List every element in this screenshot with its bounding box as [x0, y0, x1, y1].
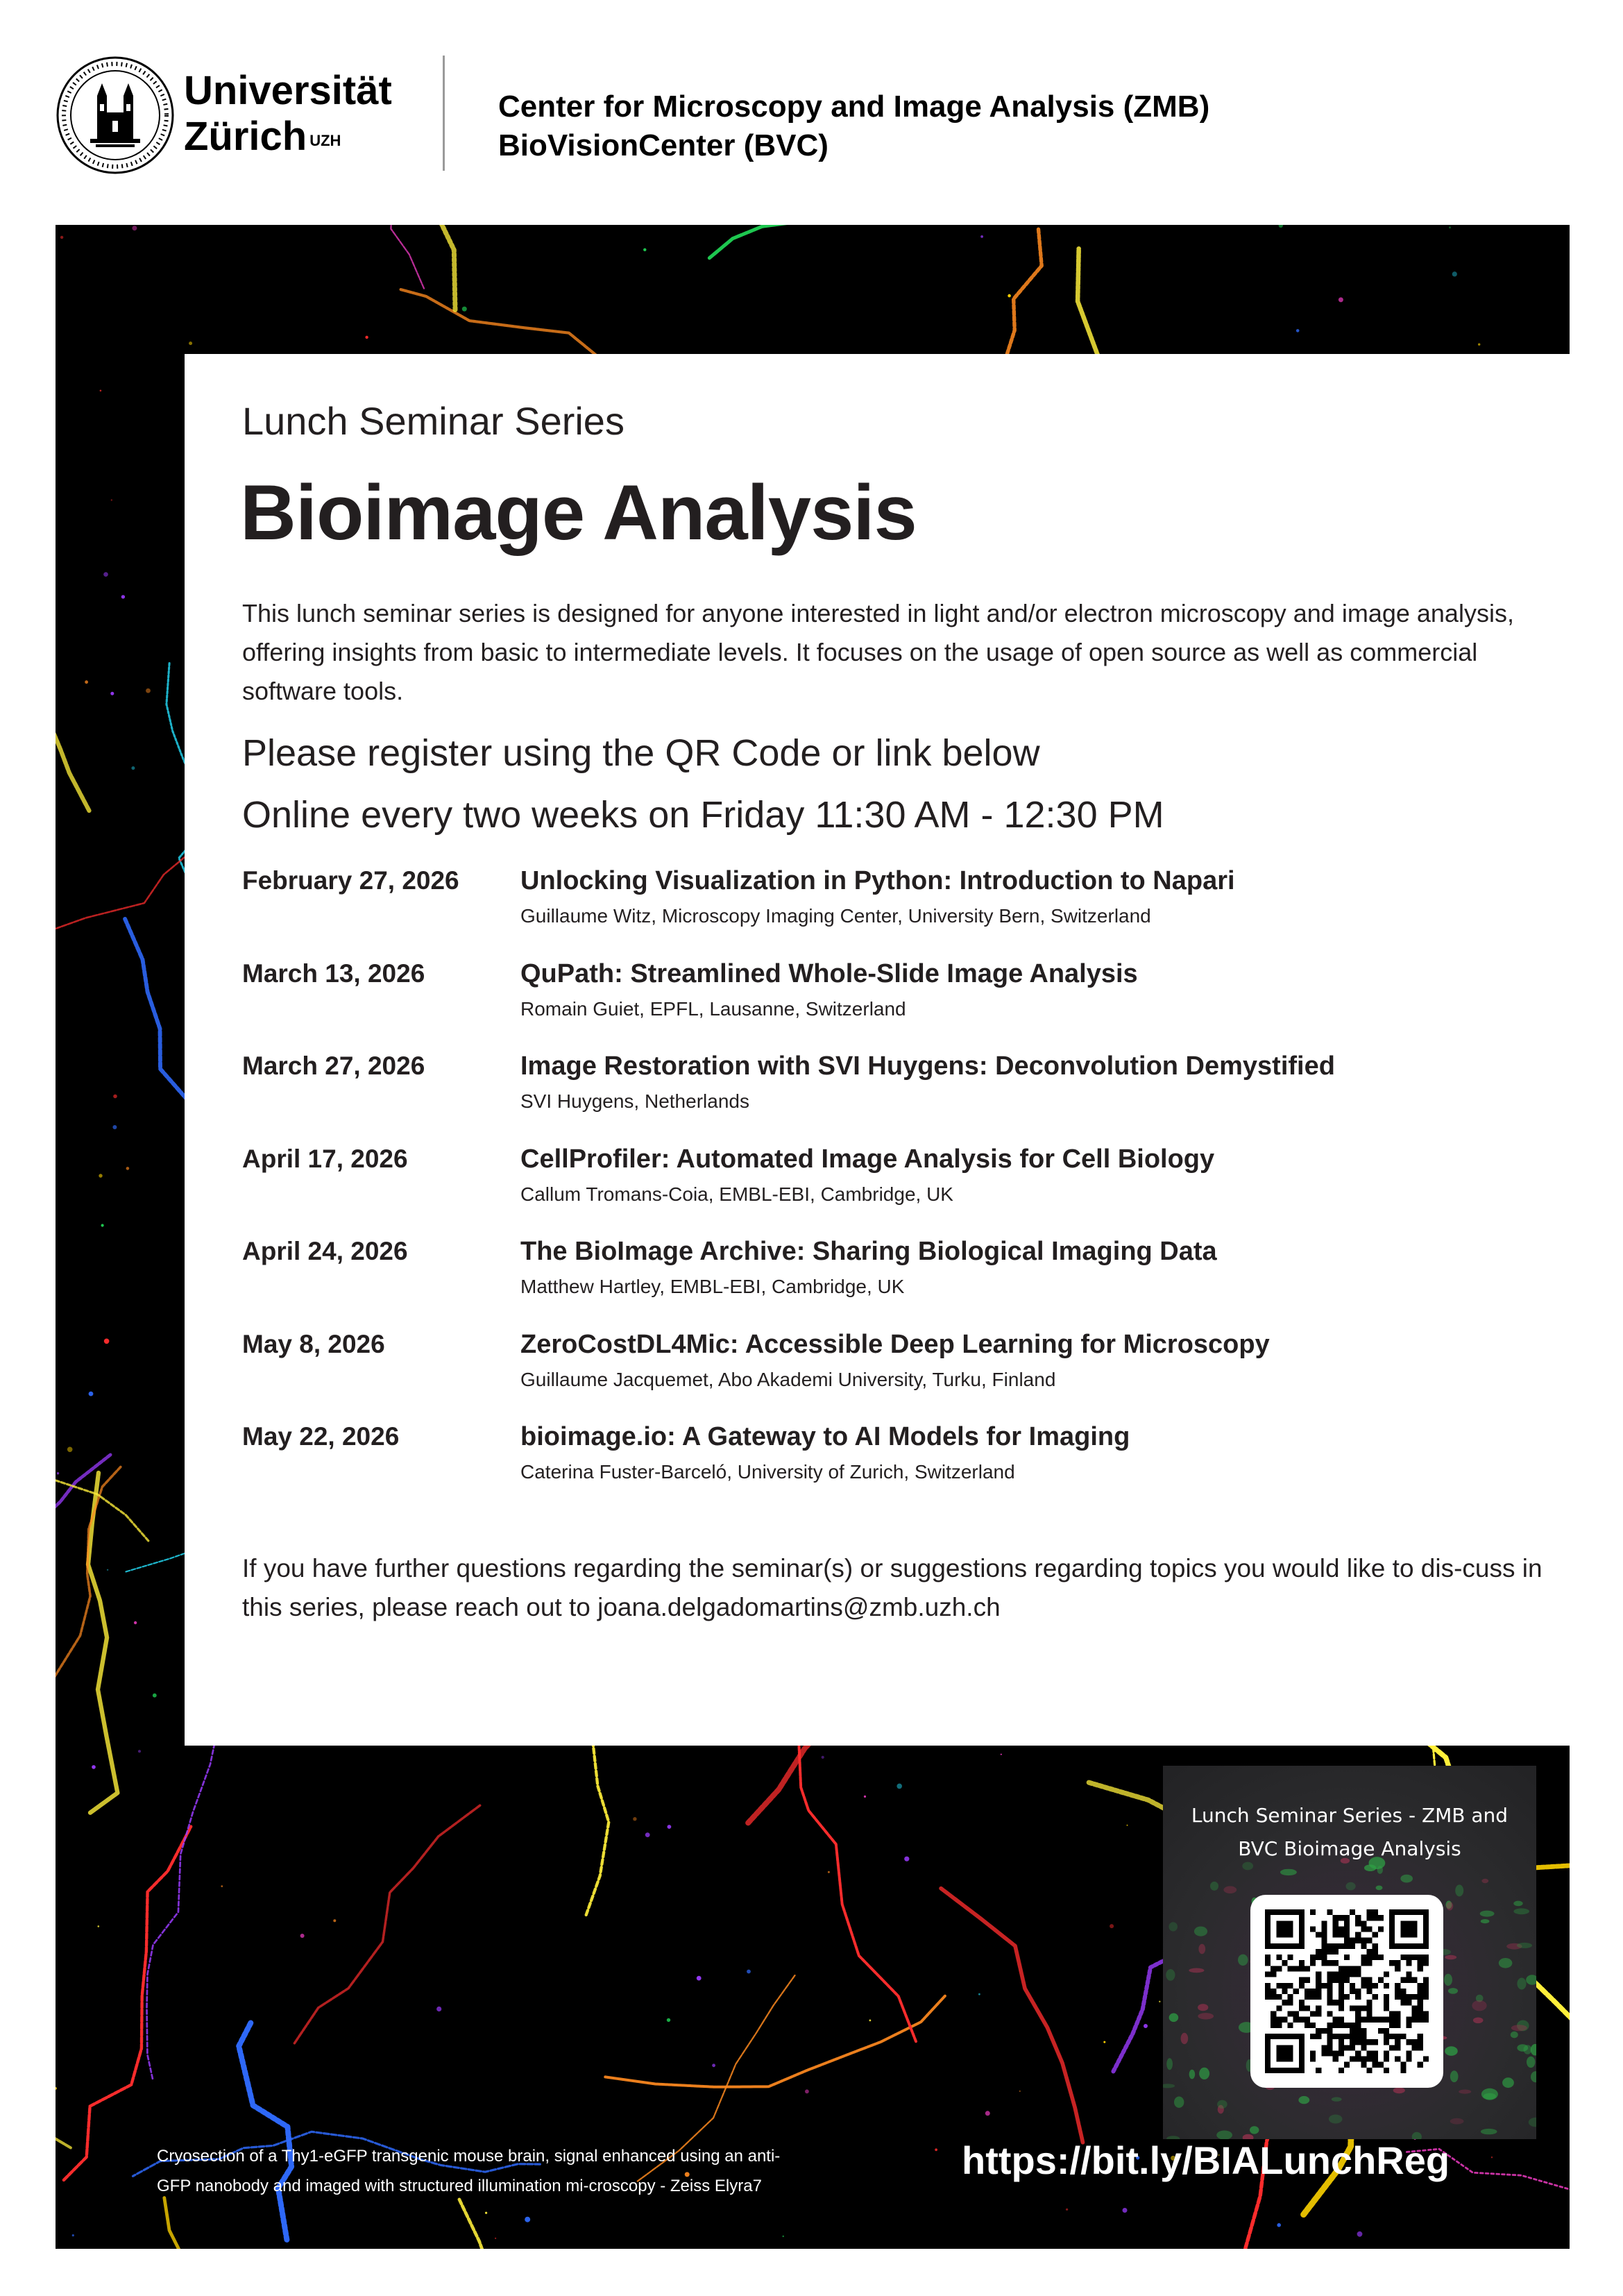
uzh-superscript: UZH	[309, 132, 341, 149]
center-title-line1: Center for Microscopy and Image Analysis (ZMB)	[498, 90, 1210, 124]
event-title: CellProfiler: Automated Image Analysis for Cell Biology	[520, 1144, 1215, 1174]
qr-code-icon[interactable]	[1265, 1909, 1429, 2073]
qr-card-title-line2: BVC Bioimage Analysis	[1238, 1837, 1461, 1860]
event-date: March 27, 2026	[242, 1052, 425, 1080]
event-item	[242, 866, 1547, 959]
intro-paragraph: This lunch seminar series is designed for anyone interested in light and/or electron microscopy and image analysis, offering insights from basic to intermediate levels. It focuses on the usage of open source as well as commercial software tools.	[242, 599, 1514, 705]
event-list	[242, 866, 1547, 1515]
event-date: May 22, 2026	[242, 1422, 400, 1451]
event-title: Unlocking Visualization in Python: Introduction to Napari	[520, 866, 1235, 895]
event-title: ZeroCostDL4Mic: Accessible Deep Learning for Microscopy	[520, 1329, 1270, 1359]
event-item	[242, 1422, 1547, 1515]
university-name-line2: Zürich $^{UZH}$	[184, 114, 341, 159]
event-speaker: Guillaume Jacquemet, Abo Akademi University, Turku, Finland	[520, 1368, 1056, 1390]
header-divider	[443, 56, 445, 171]
event-speaker: Matthew Hartley, EMBL-EBI, Cambridge, UK	[520, 1276, 905, 1297]
event-date: May 8, 2026	[242, 1329, 385, 1358]
event-speaker: SVI Huygens, Netherlands	[520, 1090, 749, 1112]
event-speaker: Romain Guiet, EPFL, Lausanne, Switzerland	[520, 997, 906, 1020]
page-title: Bioimage Analysis	[240, 469, 917, 556]
register-instruction: Please register using the QR Code or link below	[242, 732, 1040, 774]
center-title-line2: BioVisionCenter (BVC)	[498, 128, 829, 162]
center-title	[498, 87, 1209, 165]
university-name	[184, 68, 392, 160]
schedule-info: Online every two weeks on Friday 11:30 AM - 12:30 PM	[242, 794, 1164, 836]
event-date: March 13, 2026	[242, 959, 425, 988]
registration-link[interactable]: https://bit.ly/BIALunchReg	[962, 2138, 1450, 2182]
qr-card-title-line1: Lunch Seminar Series - ZMB and	[1191, 1804, 1509, 1827]
university-name-line1: Universität	[184, 68, 392, 113]
qr-registration-card[interactable]	[1163, 1766, 1536, 2139]
series-title: Lunch Seminar Series	[242, 399, 624, 443]
event-date: February 27, 2026	[242, 866, 459, 895]
contact-paragraph: If you have further questions regarding the seminar(s) or suggestions regarding topics you would like to dis-cuss in this series, please reach out to joana.delgadomartins@zmb.uzh.ch	[242, 1554, 1543, 1621]
event-title: bioimage.io: A Gateway to AI Models for Imaging	[520, 1422, 1130, 1451]
event-item	[242, 1330, 1547, 1423]
event-item	[242, 1052, 1547, 1145]
event-item	[242, 1145, 1547, 1238]
event-title: QuPath: Streamlined Whole-Slide Image Analysis	[520, 959, 1138, 988]
event-speaker: Caterina Fuster-Barceló, University of Zurich, Switzerland	[520, 1461, 1015, 1483]
image-caption: Cryosection of a Thy1-eGFP transgenic mouse brain, signal enhanced using an anti-GFP nanobody and imaged with structured illumination mi-croscopy - Zeiss Elyra7	[157, 2147, 781, 2195]
event-speaker: Callum Tromans-Coia, EMBL-EBI, Cambridge, UK	[520, 1183, 953, 1205]
event-date: April 17, 2026	[242, 1144, 408, 1173]
event-date: April 24, 2026	[242, 1237, 408, 1265]
event-title: The BioImage Archive: Sharing Biological Imaging Data	[520, 1237, 1217, 1266]
event-item	[242, 959, 1547, 1052]
university-seal-logo	[56, 56, 175, 175]
qr-code-frame[interactable]	[1250, 1895, 1443, 2088]
event-speaker: Guillaume Witz, Microscopy Imaging Center, University Bern, Switzerland	[520, 905, 1151, 927]
qr-card-title	[1163, 1799, 1536, 1866]
event-title: Image Restoration with SVI Huygens: Deconvolution Demystified	[520, 1052, 1335, 1081]
event-item	[242, 1237, 1547, 1330]
